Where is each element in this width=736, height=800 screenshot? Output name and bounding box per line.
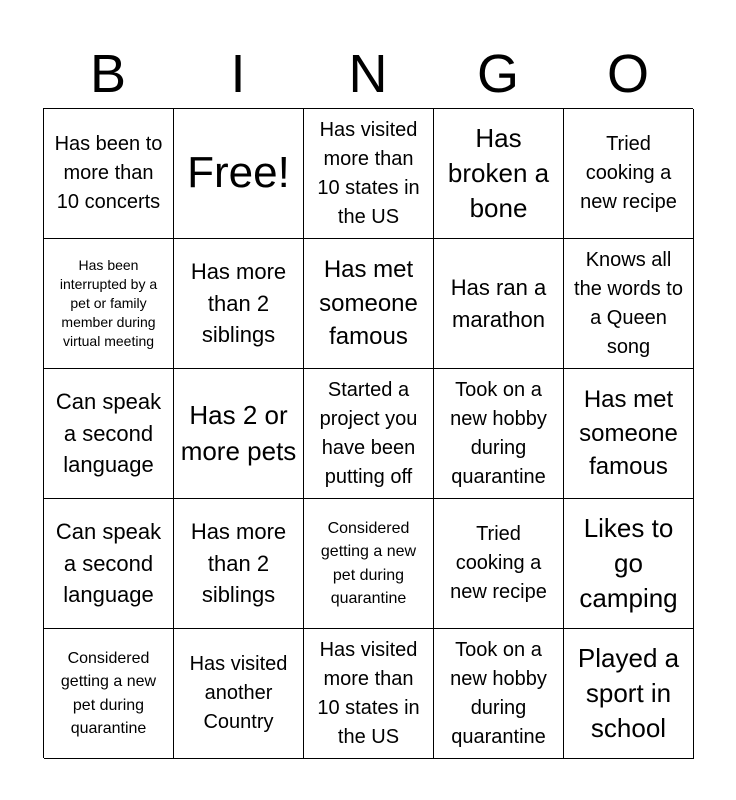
bingo-cell[interactable]: Can speak a second language <box>44 369 174 499</box>
bingo-cell[interactable]: Has been interrupted by a pet or family member during virtual meeting <box>44 239 174 369</box>
header-letter-b: B <box>89 44 127 104</box>
bingo-cell[interactable]: Started a project you have been putting off <box>304 369 434 499</box>
bingo-header <box>43 40 693 108</box>
free-space-cell[interactable]: Free! <box>174 109 304 239</box>
header-letter-g: G <box>476 44 519 104</box>
bingo-cell[interactable]: Has met someone famous <box>304 239 434 369</box>
bingo-cell[interactable]: Took on a new hobby during quarantine <box>434 369 564 499</box>
bingo-cell[interactable]: Has visited more than 10 states in the US <box>304 629 434 759</box>
header-letter-n: N <box>348 44 388 104</box>
bingo-cell[interactable]: Has ran a marathon <box>434 239 564 369</box>
bingo-cell[interactable]: Has more than 2 siblings <box>174 499 304 629</box>
bingo-cell[interactable]: Has visited another Country <box>174 629 304 759</box>
bingo-cell[interactable]: Knows all the words to a Queen song <box>564 239 694 369</box>
bingo-cell[interactable]: Considered getting a new pet during quarantine <box>44 629 174 759</box>
bingo-cell[interactable]: Has been to more than 10 concerts <box>44 109 174 239</box>
bingo-cell[interactable]: Tried cooking a new recipe <box>564 109 694 239</box>
bingo-cell[interactable]: Considered getting a new pet during quarantine <box>304 499 434 629</box>
bingo-cell[interactable]: Tried cooking a new recipe <box>434 499 564 629</box>
bingo-cell[interactable]: Can speak a second language <box>44 499 174 629</box>
bingo-cell[interactable]: Took on a new hobby during quarantine <box>434 629 564 759</box>
header-letter-i: I <box>230 44 246 104</box>
bingo-cell[interactable]: Has more than 2 siblings <box>174 239 304 369</box>
bingo-cell[interactable]: Likes to go camping <box>564 499 694 629</box>
bingo-board <box>43 108 693 758</box>
bingo-cell[interactable]: Has broken a bone <box>434 109 564 239</box>
bingo-cell[interactable]: Has visited more than 10 states in the US <box>304 109 434 239</box>
bingo-cell[interactable]: Has met someone famous <box>564 369 694 499</box>
bingo-cell[interactable]: Has 2 or more pets <box>174 369 304 499</box>
header-letter-o: O <box>606 44 649 104</box>
bingo-cell[interactable]: Played a sport in school <box>564 629 694 759</box>
